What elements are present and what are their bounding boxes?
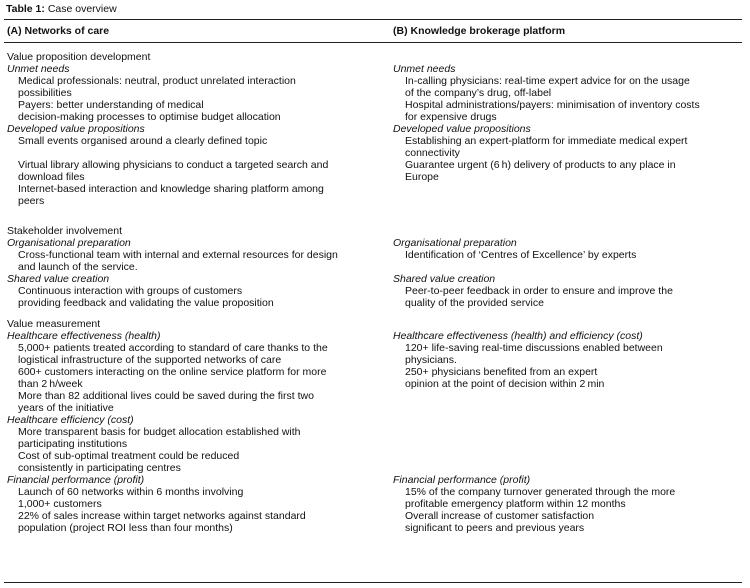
table-cell: 15% of the company turnover generated through the more (405, 486, 676, 498)
table-cell: population (project ROI less than four months) (18, 522, 233, 534)
table-cell: participating institutions (18, 438, 128, 450)
table-caption (6, 3, 117, 16)
subheading-healthcare-efficiency: Healthcare efficiency (cost) (7, 414, 134, 426)
table-cell: opinion at the point of decision within 2 min (405, 378, 605, 390)
table-number: Table 1: (6, 3, 45, 15)
table-cell: Cost of sub-optimal treatment could be reduced (18, 450, 240, 462)
column-header-b: (B) Knowledge brokerage platform (393, 25, 566, 37)
table-cell: More transparent basis for budget allocation established with (18, 426, 301, 438)
table-cell: peers (18, 195, 45, 207)
table-cell: Establishing an expert-platform for immediate medical expert (405, 135, 688, 147)
table-cell: Launch of 60 networks within 6 months involving (18, 486, 244, 498)
table-cell: and launch of the service. (18, 261, 138, 273)
table-cell: connectivity (405, 147, 460, 159)
subheading-financial-performance: Financial performance (profit) (7, 474, 145, 486)
table-cell: consistently in participating centres (18, 462, 181, 474)
table-cell: than 2 h/week (18, 378, 83, 390)
table-cell: In-calling physicians: real-time expert advice for on the usage (405, 75, 690, 87)
table-cell: Cross-functional team with internal and external resources for design (18, 249, 338, 261)
subheading-organisational-preparation: Organisational preparation (393, 237, 517, 249)
column-header-a: (A) Networks of care (7, 25, 110, 37)
table-cell: years of the initiative (18, 402, 114, 414)
subheading-shared-value-creation: Shared value creation (7, 273, 110, 285)
table-cell: Identification of ‘Centres of Excellence’ by experts (405, 249, 637, 261)
table-cell: Payers: better understanding of medical (18, 99, 204, 111)
table-cell: 120+ life-saving real-time discussions enabled between (405, 342, 663, 354)
section-value-measurement: Value measurement (7, 318, 101, 330)
subheading-organisational-preparation: Organisational preparation (7, 237, 131, 249)
table-cell: 250+ physicians benefited from an expert (405, 366, 598, 378)
subheading-financial-performance: Financial performance (profit) (393, 474, 531, 486)
table-cell: of the company’s drug, off-label (405, 87, 552, 99)
table-cell: Small events organised around a clearly defined topic (18, 135, 268, 147)
table-cell: Guarantee urgent (6 h) delivery of products to any place in (405, 159, 676, 171)
table-cell: Peer-to-peer feedback in order to ensure and improve the (405, 285, 673, 297)
table-cell: for expensive drugs (405, 111, 497, 123)
table-cell: download files (18, 171, 85, 183)
table-cell: Continuous interaction with groups of customers (18, 285, 243, 297)
table-cell: 1,000+ customers (18, 498, 102, 510)
table-cell: 5,000+ patients treated according to standard of care thanks to the (18, 342, 328, 354)
table-title: Case overview (47, 3, 117, 15)
table-cell: More than 82 additional lives could be saved during the first two (18, 390, 314, 402)
subheading-shared-value-creation: Shared value creation (393, 273, 496, 285)
subheading-healthcare-effectiveness-and-efficiency: Healthcare effectiveness (health) and efficiency (cost) (393, 330, 643, 342)
section-stakeholder-involvement: Stakeholder involvement (7, 225, 122, 237)
header-rule (4, 42, 742, 43)
table-cell: profitable emergency platform within 12 months (405, 498, 626, 510)
bottom-rule (4, 582, 742, 583)
top-rule (4, 19, 742, 20)
table-cell: providing feedback and validating the value proposition (18, 297, 274, 309)
subheading-unmet-needs: Unmet needs (393, 63, 456, 75)
table-cell: Virtual library allowing physicians to conduct a targeted search and (18, 159, 329, 171)
table-cell: 600+ customers interacting on the online service platform for more (18, 366, 327, 378)
table-cell: possibilities (18, 87, 72, 99)
table-cell: logistical infrastructure of the supported networks of care (18, 354, 282, 366)
table-cell: Overall increase of customer satisfaction (405, 510, 595, 522)
subheading-developed-value-propositions: Developed value propositions (393, 123, 531, 135)
table-cell: quality of the provided service (405, 297, 544, 309)
table-cell: physicians. (405, 354, 457, 366)
table-cell: decision-making processes to optimise budget allocation (18, 111, 281, 123)
table-cell: Internet-based interaction and knowledge sharing platform among (18, 183, 324, 195)
table-cell: Europe (405, 171, 439, 183)
table-cell: 22% of sales increase within target networks against standard (18, 510, 306, 522)
subheading-developed-value-propositions: Developed value propositions (7, 123, 145, 135)
subheading-unmet-needs: Unmet needs (7, 63, 70, 75)
table-cell: Hospital administrations/payers: minimisation of inventory costs (405, 99, 700, 111)
section-value-proposition: Value proposition development (7, 51, 151, 63)
table-cell: Medical professionals: neutral, product unrelated interaction (18, 75, 296, 87)
table-cell: significant to peers and previous years (405, 522, 585, 534)
subheading-healthcare-effectiveness: Healthcare effectiveness (health) (7, 330, 161, 342)
